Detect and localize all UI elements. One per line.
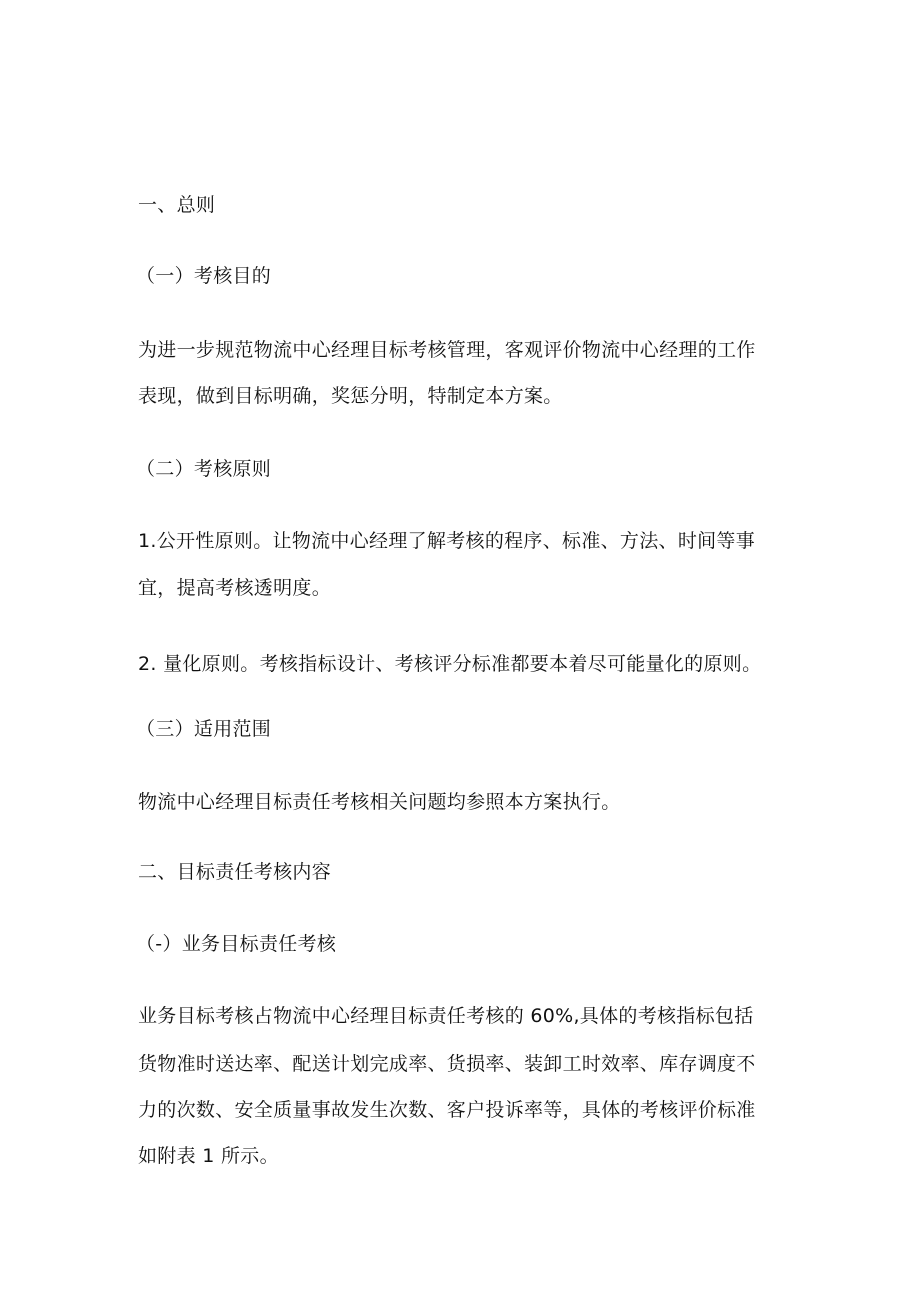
paragraph-purpose-line-2: 表现，做到目标明确，奖惩分明，特制定本方案。 [138,385,563,407]
paragraph-business-line-3: 力的次数、安全质量事故发生次数、客户投诉率等，具体的考核评价标准 [138,1099,756,1121]
paragraph-openness-line-2: 宜，提高考核透明度。 [138,577,332,599]
subheading-scope: （三）适用范围 [136,718,272,740]
subheading-assessment-purpose: （一）考核目的 [136,265,272,287]
paragraph-business-line-4: 如附表 1 所示。 [138,1145,279,1167]
paragraph-scope: 物流中心经理目标责任考核相关问题均参照本方案执行。 [138,791,621,813]
subheading-business-targets: （-）业务目标责任考核 [136,933,337,955]
paragraph-business-line-1: 业务目标考核占物流中心经理目标责任考核的 60%,具体的考核指标包括 [138,1005,754,1027]
paragraph-quantification: 2. 量化原则。考核指标设计、考核评分标准都要本着尽可能量化的原则。 [138,653,762,675]
paragraph-openness-line-1: 1.公开性原则。让物流中心经理了解考核的程序、标准、方法、时间等事 [138,530,756,552]
section-heading-content: 二、目标责任考核内容 [138,861,332,883]
paragraph-purpose-line-1: 为进一步规范物流中心经理目标考核管理，客观评价物流中心经理的工作 [138,339,756,361]
paragraph-business-line-2: 货物准时送达率、配送计划完成率、货损率、装卸工时效率、库存调度不 [138,1053,756,1075]
section-heading-general: 一、总则 [138,194,216,216]
subheading-assessment-principles: （二）考核原则 [136,458,272,480]
